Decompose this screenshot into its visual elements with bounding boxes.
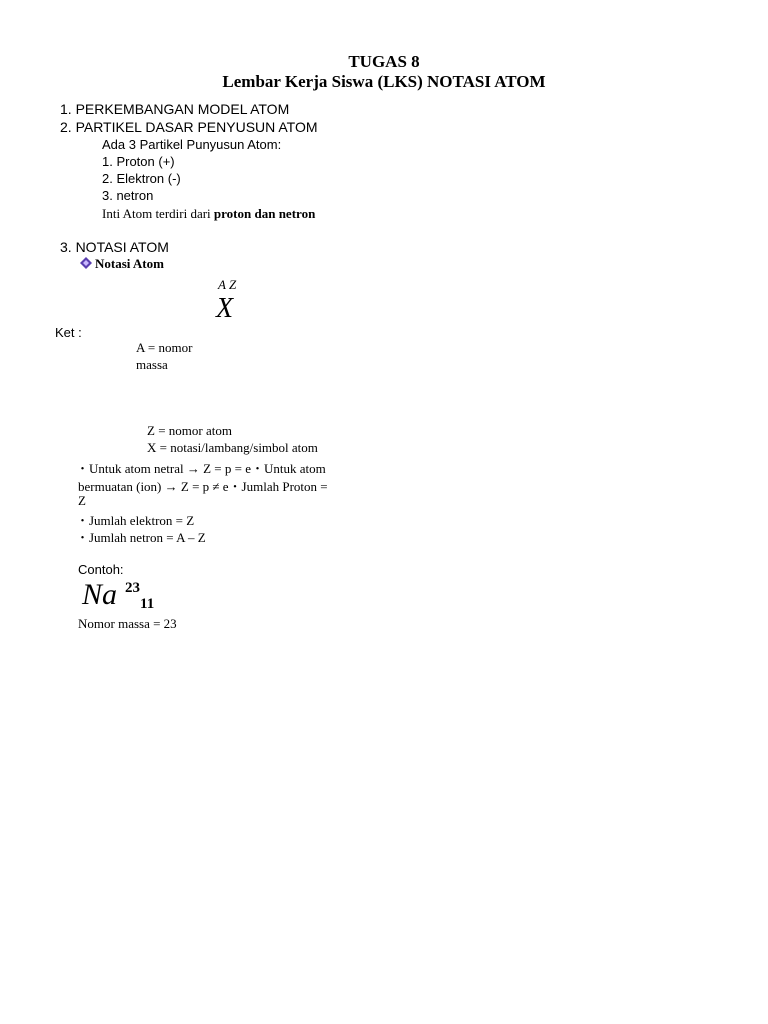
- notation-superscript: A Z: [218, 277, 237, 292]
- particle-item-proton: 1. Proton (+): [102, 154, 175, 169]
- rule-line-4: ・Jumlah elektron = Z: [76, 513, 195, 528]
- example-mass-number: 23: [125, 580, 141, 596]
- diamond-bullet-icon: [80, 257, 92, 269]
- rule-line-5: ・Jumlah netron = A – Z: [76, 530, 206, 545]
- rule-line-1: ・Untuk atom netral → Z = p = e・Untuk atom: [76, 461, 326, 476]
- ket-z-line: Z = nomor atom: [147, 423, 232, 438]
- rule-line-3: Z: [78, 493, 86, 508]
- ket-a-line1: A = nomor: [136, 340, 193, 355]
- section-2-heading: 2. PARTIKEL DASAR PENYUSUN ATOM: [60, 119, 318, 135]
- notasi-atom-label: Notasi Atom: [95, 256, 164, 271]
- particle-intro: Ada 3 Partikel Punyusun Atom:: [102, 137, 282, 152]
- example-atomic-number: 11: [140, 596, 155, 612]
- atom-core-bold: proton dan netron: [213, 206, 316, 221]
- example-label: Contoh:: [78, 562, 124, 577]
- ket-x-line: X = notasi/lambang/simbol atom: [147, 440, 318, 455]
- example-symbol: Na: [82, 578, 118, 611]
- particle-item-neutron: 3. netron: [102, 188, 154, 203]
- section-3-heading: 3. NOTASI ATOM: [60, 239, 169, 255]
- page-title: TUGAS 8: [348, 52, 420, 71]
- rule-line-2: bermuatan (ion) → Z = p ≠ e・Jumlah Proton =: [78, 479, 328, 494]
- section-1-heading: 1. PERKEMBANGAN MODEL ATOM: [60, 101, 290, 117]
- atom-core-line: [102, 206, 315, 222]
- example-notation: [82, 578, 154, 614]
- ket-a-line2: massa: [136, 357, 168, 372]
- example-mass-line: Nomor massa = 23: [78, 616, 177, 631]
- particle-item-electron: 2. Elektron (-): [102, 171, 181, 186]
- ket-label: Ket :: [55, 325, 82, 340]
- notasi-atom-subheading: [80, 256, 164, 272]
- atom-core-prefix: Inti Atom terdiri dari: [102, 206, 214, 221]
- page-subtitle: Lembar Kerja Siswa (LKS) NOTASI ATOM: [222, 72, 546, 91]
- notation-symbol: X: [216, 293, 234, 324]
